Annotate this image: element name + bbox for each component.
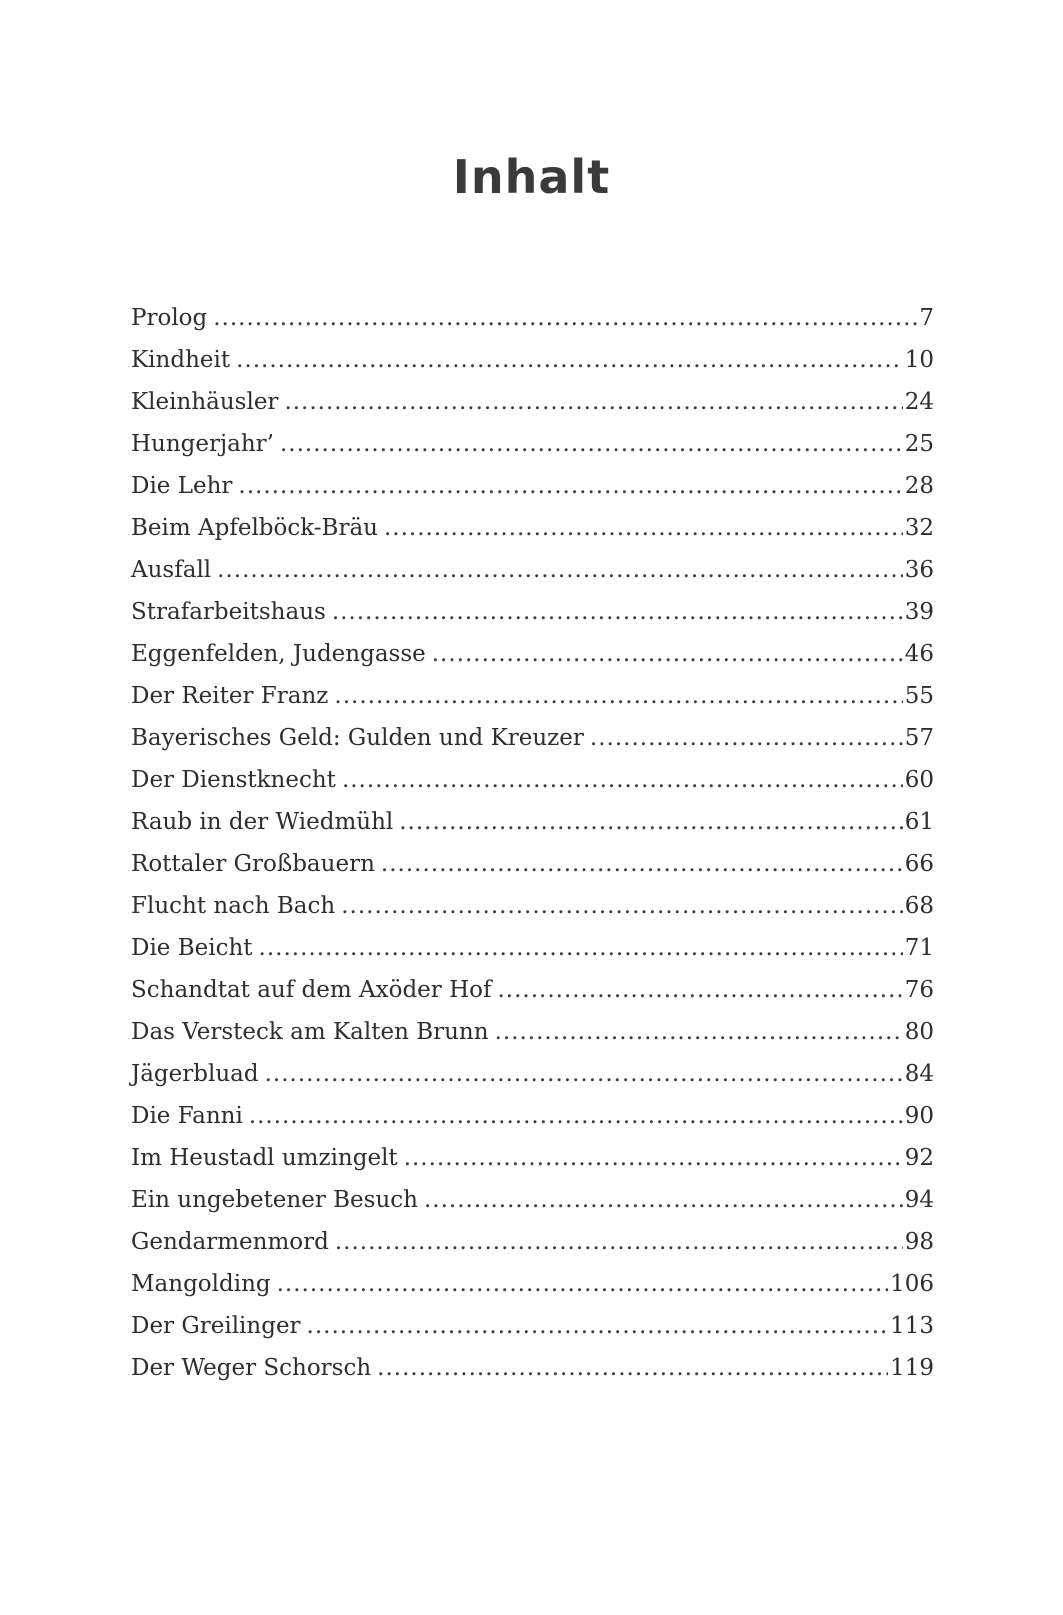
toc-leader-dots	[334, 683, 902, 709]
toc-entry-title: Bayerisches Geld: Gulden und Kreuzer	[131, 725, 584, 751]
toc-entry-title: Hungerjahr’	[131, 431, 274, 457]
toc-leader-dots	[277, 1271, 888, 1297]
toc-entry-page: 113	[890, 1313, 934, 1339]
toc-entry-title: Der Greilinger	[131, 1313, 301, 1339]
toc-entry-page: 90	[904, 1103, 934, 1129]
toc-entry-page: 76	[904, 977, 934, 1003]
toc-entry-page: 106	[890, 1271, 934, 1297]
toc-entry-page: 10	[904, 347, 934, 373]
toc-leader-dots	[377, 1355, 888, 1381]
toc-entry-title: Strafarbeitshaus	[131, 599, 326, 625]
toc-entry-title: Das Versteck am Kalten Brunn	[131, 1019, 489, 1045]
toc-leader-dots	[213, 305, 917, 331]
toc-leader-dots	[236, 347, 903, 373]
toc-entry-page: 119	[890, 1355, 934, 1381]
toc-entry	[131, 893, 934, 935]
toc-entry-title: Ein ungebetener Besuch	[131, 1187, 418, 1213]
toc-entry-title: Kindheit	[131, 347, 231, 373]
toc-entry-title: Ausfall	[131, 557, 212, 583]
toc-entry-page: 36	[904, 557, 934, 583]
toc-entry	[131, 1061, 934, 1103]
toc-entry	[131, 851, 934, 893]
toc-entry-page: 94	[904, 1187, 934, 1213]
toc-leader-dots	[424, 1187, 903, 1213]
toc-entry-page: 84	[904, 1061, 934, 1087]
toc-entry-title: Kleinhäusler	[131, 389, 279, 415]
toc-entry	[131, 1019, 934, 1061]
toc-entry	[131, 767, 934, 809]
toc-entry-page: 28	[904, 473, 934, 499]
toc-entry	[131, 641, 934, 683]
toc-entry-page: 60	[904, 767, 934, 793]
toc-entry-page: 25	[904, 431, 934, 457]
toc-entry-title: Der Weger Schorsch	[131, 1355, 372, 1381]
toc-entry-page: 80	[904, 1019, 934, 1045]
toc-entry-page: 57	[904, 725, 934, 751]
toc-leader-dots	[335, 1229, 903, 1255]
toc-entry-title: Prolog	[131, 305, 208, 331]
toc-entry	[131, 557, 934, 599]
toc-entry	[131, 473, 934, 515]
toc-entry-title: Schandtat auf dem Axöder Hof	[131, 977, 492, 1003]
toc-leader-dots	[341, 893, 903, 919]
toc-leader-dots	[238, 473, 902, 499]
toc-entry-page: 98	[904, 1229, 934, 1255]
toc-entry	[131, 935, 934, 977]
toc-entry-page: 61	[904, 809, 934, 835]
toc-entry-title: Eggenfelden, Judengasse	[131, 641, 426, 667]
toc-leader-dots	[342, 767, 903, 793]
toc-entry-page: 92	[904, 1145, 934, 1171]
toc-entry-page: 68	[904, 893, 934, 919]
toc-leader-dots	[495, 1019, 903, 1045]
toc-entry	[131, 809, 934, 851]
toc-leader-dots	[217, 557, 903, 583]
toc-entry-title: Beim Apfelböck-Bräu	[131, 515, 378, 541]
toc-entry	[131, 1313, 934, 1355]
toc-entry-page: 39	[904, 599, 934, 625]
toc-entry	[131, 1103, 934, 1145]
toc-leader-dots	[498, 977, 903, 1003]
toc-leader-dots	[265, 1061, 903, 1087]
toc-leader-dots	[249, 1103, 903, 1129]
toc-entry	[131, 305, 934, 347]
toc-entry-title: Die Lehr	[131, 473, 233, 499]
toc-entry-title: Gendarmenmord	[131, 1229, 329, 1255]
toc-entry	[131, 725, 934, 767]
toc-entry	[131, 1229, 934, 1271]
toc-entry	[131, 977, 934, 1019]
toc-entry-page: 24	[904, 389, 934, 415]
toc-entry-title: Raub in der Wiedmühl	[131, 809, 394, 835]
toc-entry	[131, 389, 934, 431]
toc-entry-page: 46	[904, 641, 934, 667]
toc-entry-title: Jägerbluad	[131, 1061, 259, 1087]
toc-entry	[131, 431, 934, 473]
toc-leader-dots	[404, 1145, 903, 1171]
toc-entry-title: Rottaler Großbauern	[131, 851, 375, 877]
toc-entry-page: 66	[904, 851, 934, 877]
toc-leader-dots	[307, 1313, 889, 1339]
toc-leader-dots	[259, 935, 903, 961]
toc-entry	[131, 1187, 934, 1229]
toc-leader-dots	[280, 431, 903, 457]
toc-entry-page: 55	[904, 683, 934, 709]
toc-entry	[131, 1271, 934, 1313]
toc-entry-page: 32	[904, 515, 934, 541]
toc-entry-title: Der Dienstknecht	[131, 767, 336, 793]
table-of-contents	[131, 305, 934, 1397]
toc-leader-dots	[284, 389, 902, 415]
toc-leader-dots	[332, 599, 903, 625]
toc-entry-title: Im Heustadl umzingelt	[131, 1145, 398, 1171]
toc-entry	[131, 347, 934, 389]
toc-entry-title: Der Reiter Franz	[131, 683, 329, 709]
page-title: Inhalt	[452, 150, 611, 204]
toc-entry-page: 71	[904, 935, 934, 961]
toc-leader-dots	[590, 725, 903, 751]
toc-entry-title: Mangolding	[131, 1271, 271, 1297]
toc-entry	[131, 515, 934, 557]
toc-leader-dots	[381, 851, 903, 877]
toc-leader-dots	[432, 641, 903, 667]
toc-leader-dots	[384, 515, 903, 541]
toc-leader-dots	[399, 809, 902, 835]
toc-entry-title: Die Beicht	[131, 935, 253, 961]
toc-entry	[131, 1145, 934, 1187]
toc-entry-title: Flucht nach Bach	[131, 893, 336, 919]
toc-entry	[131, 683, 934, 725]
toc-entry-page: 7	[919, 305, 934, 331]
toc-entry	[131, 599, 934, 641]
toc-entry-title: Die Fanni	[131, 1103, 243, 1129]
toc-entry	[131, 1355, 934, 1397]
